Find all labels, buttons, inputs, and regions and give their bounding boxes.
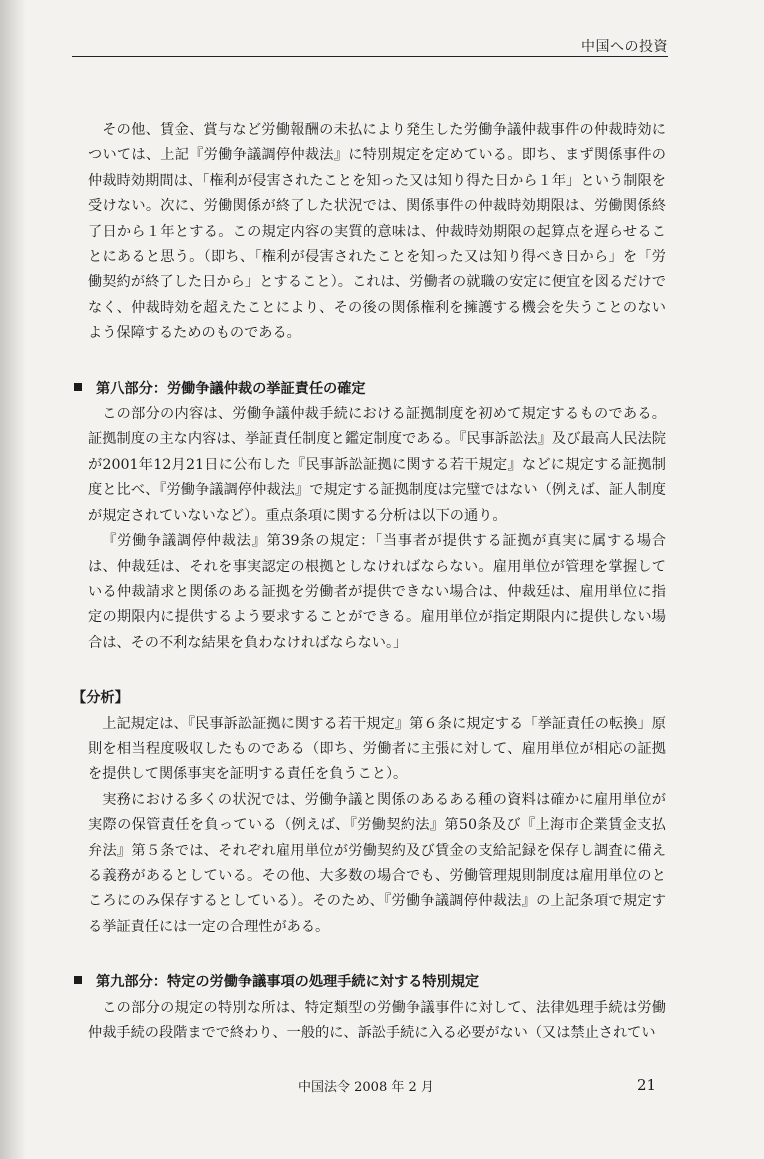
binding-shadow (0, 0, 26, 1159)
section-8-heading (74, 377, 666, 402)
paragraph-article-39: 『労働争議調停仲裁法』第39条の規定：「当事者が提供する証拠が真実に属する場合は、仲裁廷は、それを事実認定の根拠としなければならない。雇用単位が管理を掌握している仲裁請求と関係のある証拠を労働者が提供できない場合は、仲裁廷は、雇用単位に指定の期限内に提供するよう要求することができる。雇用単位が指定期限内に提供しない場合は、その不利な結果を負わなければならない。」 (88, 533, 666, 651)
paragraph-evidence-system: この部分の内容は、労働争議仲裁手続における証拠制度を初めて規定するものである。証拠制度の主な内容は、挙証責任制度と鑑定制度である。『民事訴訟法』及び最高人民法院が2001年12月21日に公布した『民事訴訟証拠に関する若干規定』などに規定する証拠制度と比べ、『労働争議調停仲裁法』で規定する証拠制度は完璧ではない（例えば、証人制度が規定されていないなど）。重点条項に関する分析は以下の通り。 (88, 406, 666, 524)
section-9-heading (74, 970, 666, 995)
paragraph-arbitration-limitation: その他、賃金、賞与など労働報酬の未払により発生した労働争議仲裁事件の仲裁時効については、上記『労働争議調停仲裁法』に特別規定を定めている。即ち、まず関係事件の仲裁時効期間は、「権利が侵害されたことを知った又は知り得た日から１年」という制限を受けない。次に、労働関係が終了した状況では、関係事件の仲裁時効期限は、労働関係終了日から１年とする。この規定内容の実質的意味は、仲裁時効期限の起算点を遅らせることにあると思う。（即ち、「権利が侵害されたことを知った又は知り得べき日から」を「労働契約が終了した日から」とすること）。これは、労働者の就職の安定に便宜を図るだけでなく、仲裁時効を超えたことにより、その後の関係権利を擁護する機会を失うことのないよう保障するためのものである。 (88, 122, 666, 342)
header-rule (72, 56, 668, 57)
analysis-heading: 【分析】 (72, 690, 129, 707)
running-header: 中国への投資 (581, 39, 668, 55)
paragraph-special-procedure: この部分の規定の特別な所は、特定類型の労働争議事件に対して、法律処理手続は労働仲裁手続の段階までで終わり、一般的に、訴訟手続に入る必要がない（又は禁止されてい (88, 999, 666, 1041)
publication-name: 中国法令 2008 年 2 月 (298, 1080, 434, 1095)
paragraph-analysis-practice: 実務における多くの状況では、労働争議と関係のあるある種の資料は確かに雇用単位が実際の保管責任を負っている（例えば、『労働契約法』第50条及び『上海市企業賃金支払弁法』第５条では、それぞれ雇用単位が労働契約及び賃金の支給記録を保存し調査に備える義務があるとしている。その他、大多数の場合でも、労働管理規則制度は雇用単位のところにのみ保存するとしている）。そのため、『労働争議調停仲裁法』の上記条項で規定する挙証責任には一定の合理性がある。 (88, 791, 666, 935)
page-body (72, 118, 666, 1046)
black-square-bullet-icon (74, 383, 82, 391)
section-9-heading-text: 第九部分：特定の労働争議事項の処理手続に対する特別規定 (96, 974, 480, 991)
black-square-bullet-icon (74, 976, 82, 984)
paragraph-analysis-burden-shift: 上記規定は、『民事訴訟証拠に関する若干規定』第６条に規定する「挙証責任の転換」原則を相当程度吸収したものである（即ち、労働者に主張に対して、雇用単位が相応の証拠を提供して関係事実を証明する責任を負うこと）。 (88, 715, 666, 783)
section-8-heading-text: 第八部分：労働争議仲裁の挙証責任の確定 (96, 380, 366, 397)
page-number: 21 (637, 1076, 657, 1094)
